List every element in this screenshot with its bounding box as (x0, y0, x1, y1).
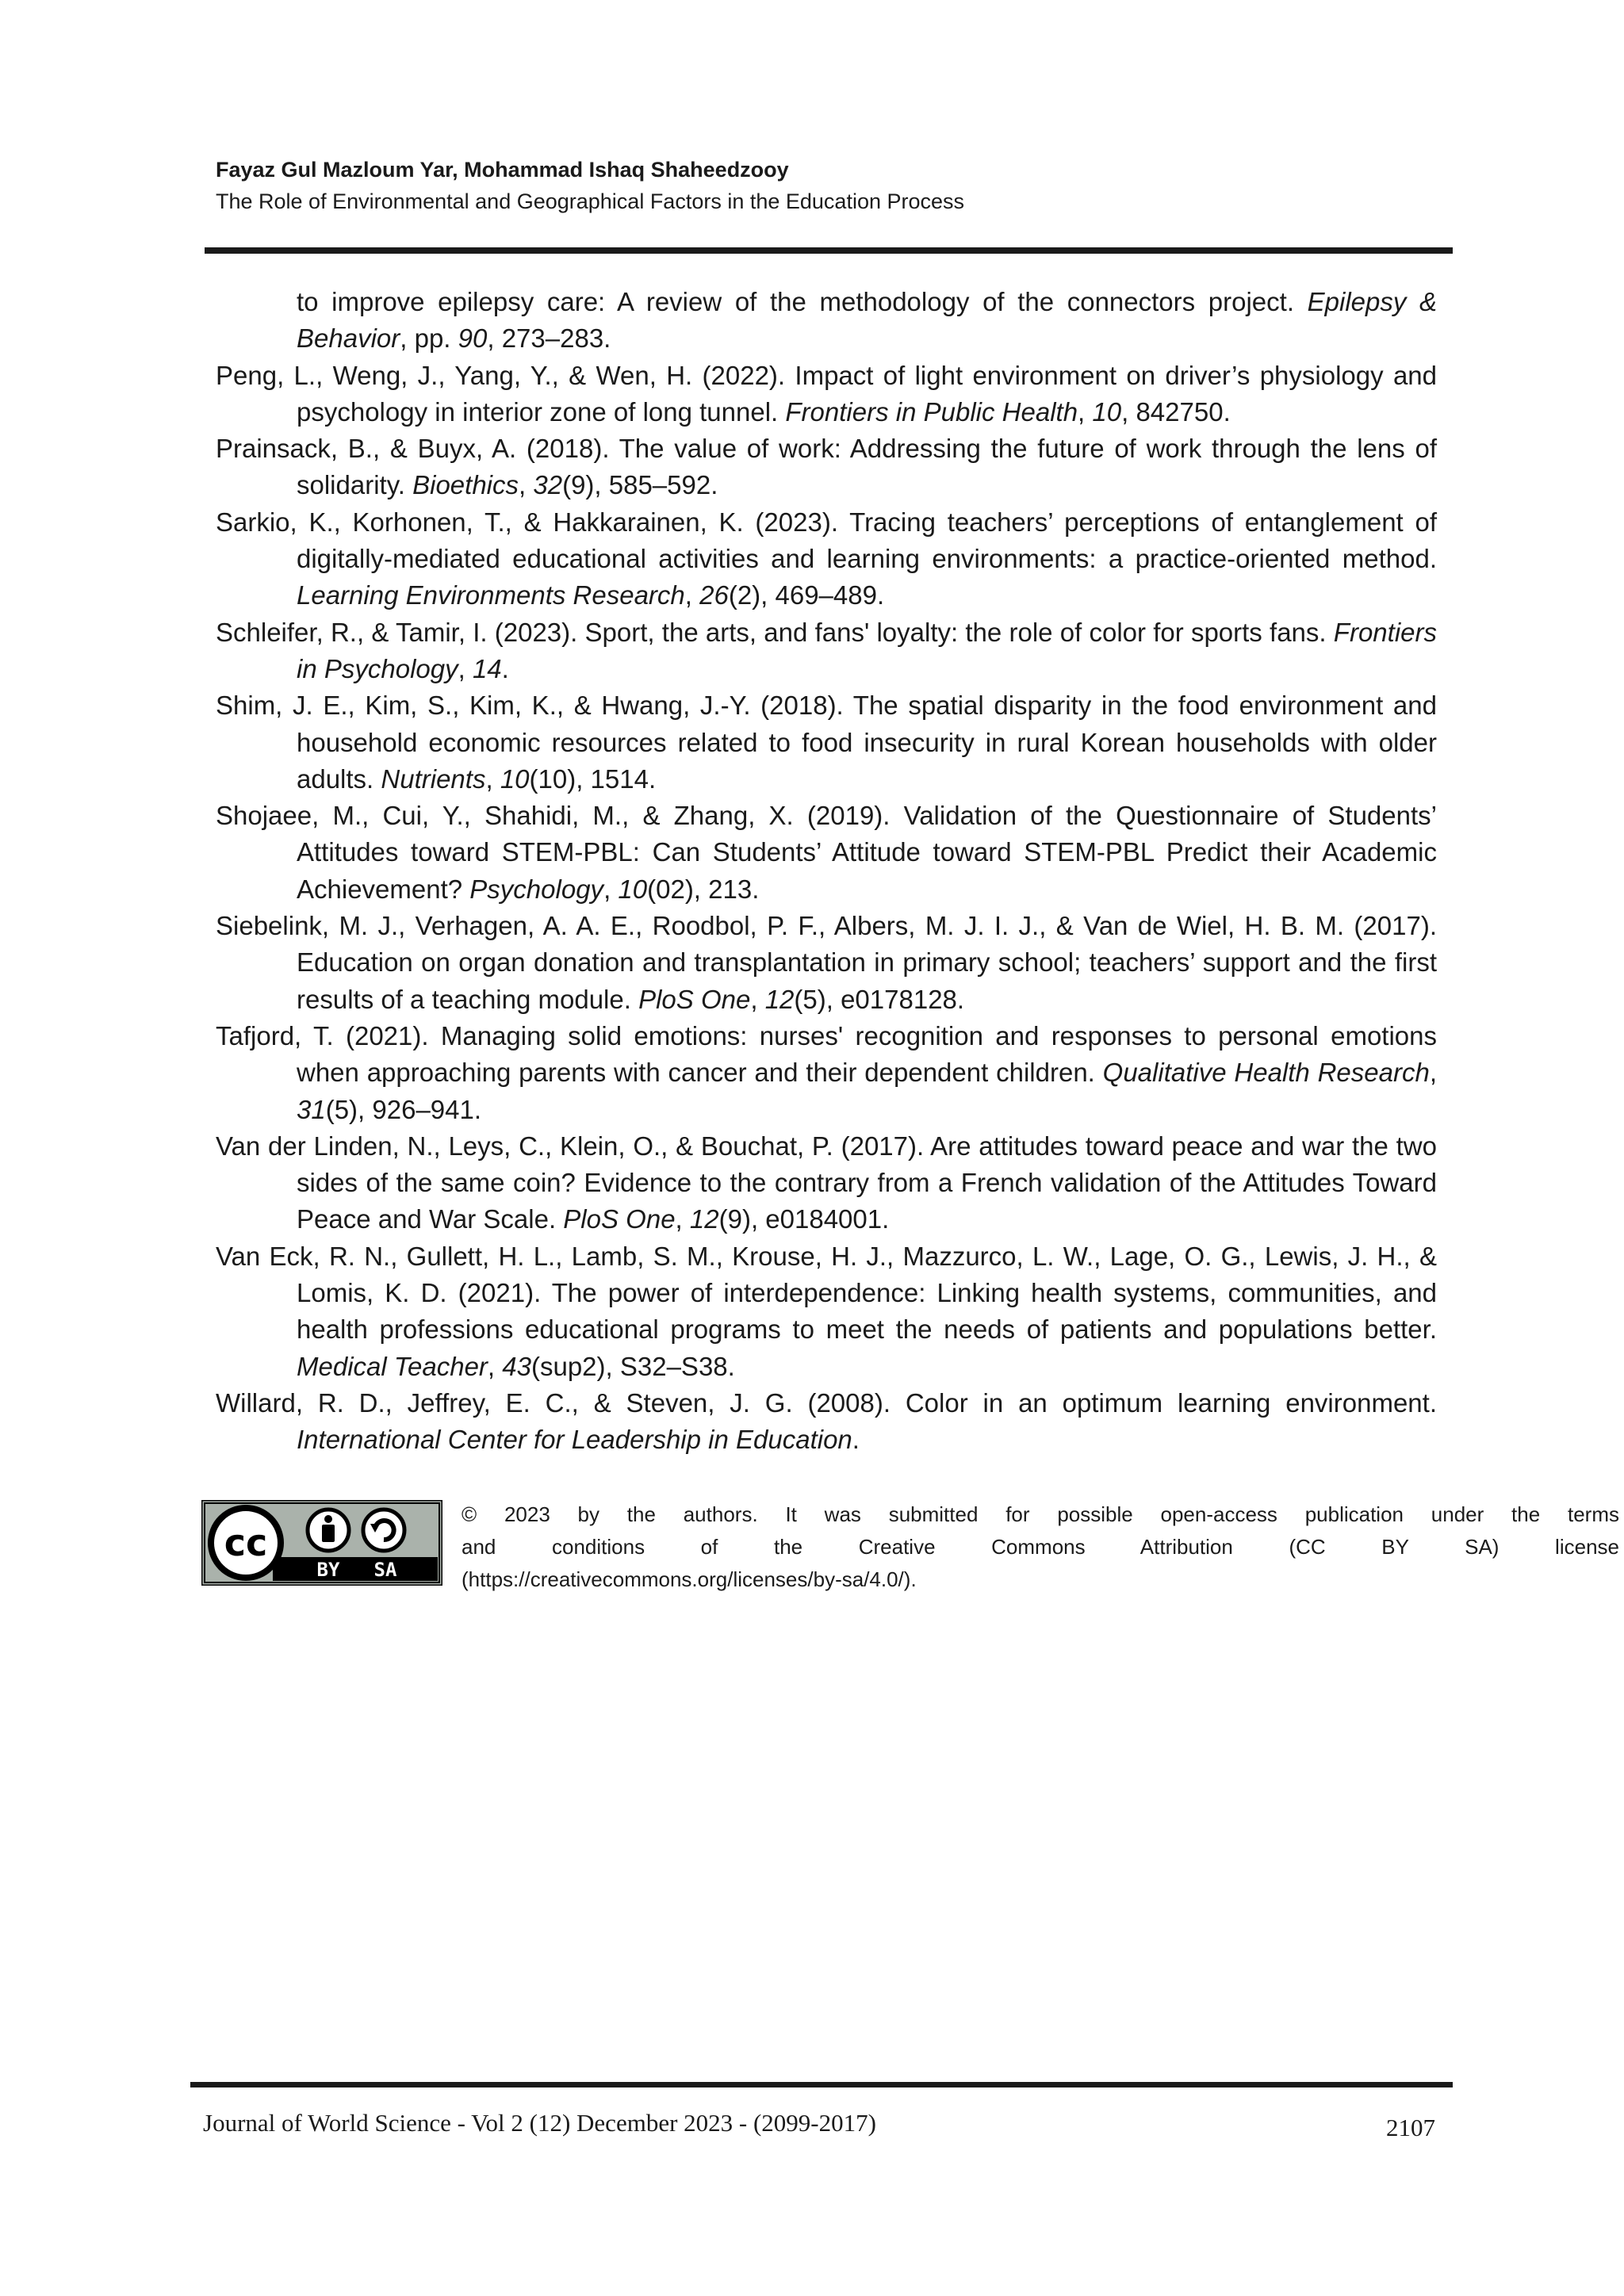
reference-entry (216, 1128, 1437, 1238)
reference-text: Van der Linden, N., Leys, C., Klein, O., & Bouchat, P. (2017). Are attitudes toward peace and war the two sides of the same coin? Evidence to the contrary from a French validation of the Attitudes Toward Peace and War Scale. (216, 1131, 1437, 1234)
reference-italic-text: Epilepsy & Behavior (297, 287, 1437, 354)
reference-text: (5), e0178128. (794, 984, 965, 1014)
license-line-2: and conditions of the Creative Commons Attribution (CC BY SA) license (462, 1535, 1619, 1559)
reference-italic-text: 26 (699, 580, 729, 610)
reference-italic-text: Medical Teacher (297, 1351, 488, 1381)
license-statement (462, 1498, 1619, 1596)
reference-text: , (1429, 1058, 1437, 1088)
reference-text: (9), 585–592. (562, 470, 718, 500)
reference-italic-text: 43 (502, 1351, 531, 1381)
reference-italic-text: Nutrients (381, 763, 486, 794)
reference-text: , (519, 470, 534, 500)
reference-entry (216, 1238, 1437, 1385)
reference-italic-text: Learning Environments Research (297, 580, 685, 610)
reference-text: Shim, J. E., Kim, S., Kim, K., & Hwang, J.-Y. (2018). The spatial disparity in the food environment and household economic resources related to food insecurity in rural Korean households with older adults. (216, 691, 1437, 794)
reference-entry (216, 687, 1437, 798)
reference-text: (02), 213. (647, 874, 760, 904)
reference-text: . (852, 1425, 860, 1455)
reference-text: , (1078, 396, 1093, 427)
reference-text: . (501, 653, 509, 683)
reference-italic-text: 10 (1092, 396, 1122, 427)
footer-divider (190, 2082, 1453, 2087)
reference-text: Sarkio, K., Korhonen, T., & Hakkarainen, K. (2023). Tracing teachers’ perceptions of entanglement of digitally-mediated educational activities and learning environments: a practice-oriented method. (216, 507, 1437, 574)
reference-entry (216, 430, 1437, 504)
reference-italic-text: PloS One (638, 984, 751, 1014)
reference-italic-text: 12 (689, 1204, 719, 1234)
reference-text: , (675, 1204, 690, 1234)
cc-badge-by-text: BY (316, 1559, 340, 1581)
reference-text: , 273–283. (487, 323, 611, 354)
footer-journal-info: Journal of World Science - Vol 2 (12) December 2023 - (2099-2017) (203, 2109, 876, 2137)
reference-text: (sup2), S32–S38. (530, 1351, 735, 1381)
reference-text: , (458, 653, 473, 683)
reference-italic-text: Frontiers in Psychology (297, 617, 1437, 683)
reference-italic-text: 10 (500, 763, 530, 794)
reference-entry (216, 908, 1437, 1018)
header-divider (205, 247, 1453, 254)
reference-italic-text: 32 (533, 470, 563, 500)
reference-text: Willard, R. D., Jeffrey, E. C., & Steven, J. G. (2008). Color in an optimum learning environment. (216, 1387, 1437, 1418)
reference-text: (10), 1514. (529, 763, 657, 794)
reference-entry (216, 1018, 1437, 1128)
reference-text: , (750, 984, 765, 1014)
reference-italic-text: Qualitative Health Research (1102, 1058, 1430, 1088)
reference-entry (216, 284, 1437, 358)
cc-by-sa-badge-icon[interactable] (201, 1500, 442, 1586)
reference-italic-text: Psychology (469, 874, 604, 904)
header-authors: Fayaz Gul Mazloum Yar, Mohammad Ishaq Shaheedzooy (216, 158, 789, 182)
reference-list (216, 284, 1437, 1459)
reference-italic-text: International Center for Leadership in Education (297, 1425, 852, 1455)
reference-text: Peng, L., Weng, J., Yang, Y., & Wen, H. (2022). Impact of light environment on driver’s physiology and psychology in interior zone of long tunnel. (216, 360, 1437, 427)
reference-text: Tafjord, T. (2021). Managing solid emotions: nurses' recognition and responses to personal emotions when approaching parents with cancer and their dependent children. (216, 1020, 1437, 1088)
license-line-1: © 2023 by the authors. It was submitted for possible open-access publication under the terms (462, 1502, 1619, 1526)
reference-italic-text: Frontiers in Public Health (785, 396, 1078, 427)
reference-text: , pp. (400, 323, 458, 354)
reference-text: , (487, 1351, 503, 1381)
reference-text: (5), 926–941. (325, 1094, 482, 1124)
reference-entry (216, 504, 1437, 614)
reference-text: , 842750. (1121, 396, 1231, 427)
reference-italic-text: 10 (618, 874, 648, 904)
reference-entry (216, 358, 1437, 431)
reference-text: Prainsack, B., & Buyx, A. (2018). The value of work: Addressing the future of work through the lens of solidarity. (216, 434, 1437, 500)
reference-text: (9), e0184001. (718, 1204, 890, 1234)
reference-text: , (603, 874, 619, 904)
license-line-3[interactable]: (https://creativecommons.org/licenses/by-sa/4.0/). (462, 1567, 917, 1591)
reference-text: Siebelink, M. J., Verhagen, A. A. E., Roodbol, P. F., Albers, M. J. I. J., & Van de Wiel, H. B. M. (2017). Education on organ donation and transplantation in primary school; teachers’ support and the first results of a teaching module. (216, 911, 1437, 1014)
reference-italic-text: 14 (472, 653, 502, 683)
running-header (216, 154, 1453, 217)
reference-text: (2), 469–489. (728, 580, 885, 610)
page-number: 2107 (1386, 2114, 1435, 2141)
cc-badge-cc-text: cc (224, 1521, 268, 1564)
reference-text: Shojaee, M., Cui, Y., Shahidi, M., & Zhang, X. (2019). Validation of the Questionnaire of Students’ Attitudes toward STEM-PBL: Can Students’ Attitude toward STEM-PBL Predict their Academic Achievement? (216, 801, 1437, 904)
reference-entry (216, 1385, 1437, 1459)
reference-italic-text: PloS One (563, 1204, 676, 1234)
reference-text: Schleifer, R., & Tamir, I. (2023). Sport, the arts, and fans' loyalty: the role of color for sports fans. (216, 617, 1334, 647)
license-block (201, 1500, 1619, 1591)
reference-entry (216, 798, 1437, 908)
header-paper-title: The Role of Environmental and Geographical Factors in the Education Process (216, 189, 965, 213)
reference-italic-text: 31 (297, 1094, 326, 1124)
reference-italic-text: 12 (764, 984, 795, 1014)
reference-text: , (485, 763, 500, 794)
reference-italic-text: Bioethics (412, 470, 519, 500)
reference-text: , (684, 580, 700, 610)
reference-text: Van Eck, R. N., Gullett, H. L., Lamb, S. M., Krouse, H. J., Mazzurco, L. W., Lage, O. G., Lewis, J. H., & Lomis, K. D. (2021). The power of interdependence: Linking health systems, communities, and health professions educational programs to meet the needs of patients and populations better. (216, 1241, 1437, 1345)
reference-text: to improve epilepsy care: A review of the methodology of the connectors project. (297, 287, 1308, 316)
reference-entry (216, 614, 1437, 688)
cc-badge-sa-text: SA (373, 1559, 397, 1581)
reference-italic-text: 90 (458, 323, 488, 354)
